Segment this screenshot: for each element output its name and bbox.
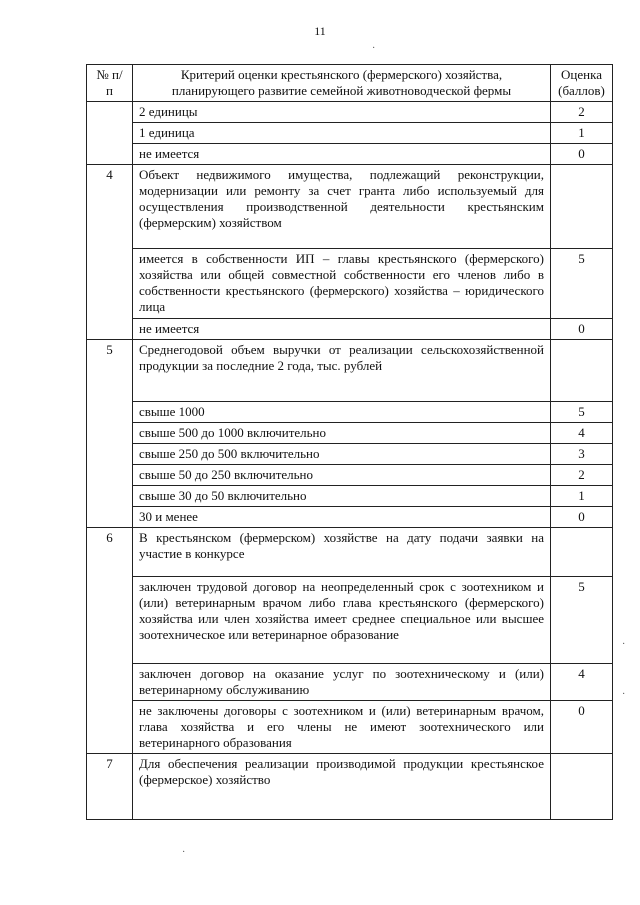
criterion-number: 7 — [87, 754, 133, 820]
criterion-number: 4 — [87, 165, 133, 249]
criterion-row — [87, 165, 613, 249]
criterion-number: 5 — [87, 340, 133, 402]
merged-num-cell — [87, 123, 133, 144]
scan-speck: · — [622, 689, 626, 700]
option-score: 2 — [551, 102, 613, 123]
table-row — [87, 102, 613, 123]
table-row — [87, 423, 613, 444]
option-text: свыше 500 до 1000 включительно — [133, 423, 551, 444]
merged-num-cell — [87, 423, 133, 444]
table-row — [87, 486, 613, 507]
merged-num-cell — [87, 486, 133, 507]
merged-num-cell — [87, 465, 133, 486]
option-score: 5 — [551, 402, 613, 423]
merged-num-cell — [87, 664, 133, 701]
option-text: 1 единица — [133, 123, 551, 144]
table-row — [87, 577, 613, 664]
option-text: свыше 250 до 500 включительно — [133, 444, 551, 465]
table-row — [87, 402, 613, 423]
option-score: 0 — [551, 507, 613, 528]
option-text: заключен трудовой договор на неопределенный срок с зоотехником и (или) ветеринарным врачом либо глава крестьянского (фермерского) хозяйства или член хозяйства имеет среднее специальное или высшее зоотехническое или ветеринарное образование — [133, 577, 551, 664]
option-text: свыше 50 до 250 включительно — [133, 465, 551, 486]
option-text: имеется в собственности ИП – главы крестьянского (фермерского) хозяйства или общей совместной собственности его членов либо в собственности крестьянского (фермерского) хозяйства – юридического лица — [133, 249, 551, 319]
criterion-row — [87, 528, 613, 577]
criterion-title: Объект недвижимого имущества, подлежащий реконструкции, модернизации или ремонту за счет гранта либо используемый для осуществления производственной деятельности крестьянским (фермерским) хозяйством — [133, 165, 551, 249]
criterion-row — [87, 754, 613, 820]
option-score: 2 — [551, 465, 613, 486]
table-row — [87, 249, 613, 319]
table-row — [87, 507, 613, 528]
scan-speck: · — [182, 847, 186, 858]
merged-num-cell — [87, 102, 133, 123]
header-criterion: Критерий оценки крестьянского (фермерского) хозяйства, планирующего развитие семейной животноводческой фермы — [133, 65, 551, 102]
empty-score-cell — [551, 528, 613, 577]
criterion-title: Для обеспечения реализации производимой продукции крестьянское (фермерское) хозяйство — [133, 754, 551, 820]
option-text: заключен договор на оказание услуг по зоотехническому и (или) ветеринарному обслуживанию — [133, 664, 551, 701]
table-row — [87, 144, 613, 165]
option-text: свыше 30 до 50 включительно — [133, 486, 551, 507]
table-header-row — [87, 65, 613, 102]
merged-num-cell — [87, 319, 133, 340]
scan-speck: · — [372, 43, 376, 54]
option-text: не имеется — [133, 319, 551, 340]
empty-score-cell — [551, 340, 613, 402]
option-text: свыше 1000 — [133, 402, 551, 423]
option-text: не имеется — [133, 144, 551, 165]
option-score: 5 — [551, 249, 613, 319]
option-score: 0 — [551, 319, 613, 340]
option-score: 3 — [551, 444, 613, 465]
merged-num-cell — [87, 402, 133, 423]
table-row — [87, 444, 613, 465]
table-row — [87, 319, 613, 340]
criterion-number: 6 — [87, 528, 133, 577]
empty-score-cell — [551, 165, 613, 249]
merged-num-cell — [87, 249, 133, 319]
header-score: Оценка (баллов) — [551, 65, 613, 102]
merged-num-cell — [87, 577, 133, 664]
empty-score-cell — [551, 754, 613, 820]
criterion-title: В крестьянском (фермерском) хозяйстве на дату подачи заявки на участие в конкурсе — [133, 528, 551, 577]
option-text: не заключены договоры с зоотехником и (или) ветеринарным врачом, глава хозяйства и его члены не имеют зоотехнического или ветеринарного образования — [133, 701, 551, 754]
option-score: 0 — [551, 144, 613, 165]
criterion-row — [87, 340, 613, 402]
table-row — [87, 701, 613, 754]
merged-num-cell — [87, 144, 133, 165]
criterion-title: Среднегодовой объем выручки от реализации сельскохозяйственной продукции за последние 2 года, тыс. рублей — [133, 340, 551, 402]
table-row — [87, 123, 613, 144]
option-score: 4 — [551, 664, 613, 701]
option-text: 2 единицы — [133, 102, 551, 123]
merged-num-cell — [87, 444, 133, 465]
option-text: 30 и менее — [133, 507, 551, 528]
criteria-table — [86, 64, 613, 820]
merged-num-cell — [87, 507, 133, 528]
option-score: 1 — [551, 486, 613, 507]
option-score: 1 — [551, 123, 613, 144]
option-score: 4 — [551, 423, 613, 444]
table-row — [87, 664, 613, 701]
merged-num-cell — [87, 701, 133, 754]
table-row — [87, 465, 613, 486]
option-score: 0 — [551, 701, 613, 754]
option-score: 5 — [551, 577, 613, 664]
header-num: № п/п — [87, 65, 133, 102]
page-number: 11 — [314, 24, 326, 38]
scan-speck: · — [622, 639, 626, 650]
